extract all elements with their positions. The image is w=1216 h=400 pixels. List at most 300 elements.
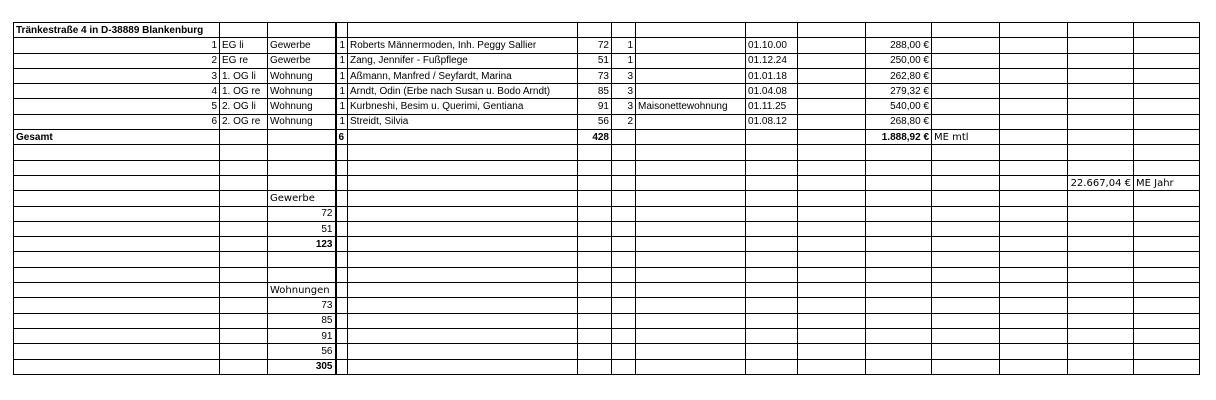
unit-area[interactable]: 51 [578,53,612,68]
lease-date[interactable]: 01.01.18 [746,68,798,83]
cell[interactable] [1000,328,1068,343]
cell[interactable] [1068,68,1134,83]
cell[interactable] [336,344,348,359]
cell[interactable] [336,191,348,206]
cell[interactable] [636,130,746,145]
cell[interactable] [336,221,348,236]
unit-number[interactable]: 6 [14,114,220,129]
cell[interactable] [746,328,798,343]
cell[interactable] [220,283,268,298]
cell[interactable] [866,237,932,252]
cell[interactable] [1134,283,1200,298]
cell[interactable] [612,160,636,175]
cell[interactable] [1000,283,1068,298]
cell[interactable] [636,145,746,160]
cell[interactable] [220,130,268,145]
unit-count[interactable]: 1 [336,99,348,114]
cell[interactable] [14,328,220,343]
wohnungen-sum[interactable]: 305 [268,359,336,374]
cell[interactable] [932,175,1000,190]
cell[interactable] [866,283,932,298]
cell[interactable] [348,283,578,298]
cell[interactable] [578,328,612,343]
cell[interactable] [1134,38,1200,53]
cell[interactable] [798,68,866,83]
cell[interactable] [336,175,348,190]
cell[interactable] [1134,191,1200,206]
cell[interactable] [932,359,1000,374]
cell[interactable] [14,298,220,313]
cell[interactable] [14,267,220,282]
cell[interactable] [612,252,636,267]
cell[interactable] [1134,160,1200,175]
cell[interactable] [612,191,636,206]
cell[interactable] [14,191,220,206]
cell[interactable] [578,267,612,282]
cell[interactable] [612,313,636,328]
unit-count[interactable]: 1 [336,53,348,68]
cell[interactable] [336,23,348,38]
cell[interactable] [1000,237,1068,252]
cell[interactable] [268,145,336,160]
unit-rent[interactable]: 262,80 € [866,68,932,83]
cell[interactable] [578,237,612,252]
cell[interactable] [1068,283,1134,298]
cell[interactable] [1068,53,1134,68]
cell[interactable] [14,344,220,359]
cell[interactable] [636,237,746,252]
wohnungen-value[interactable]: 91 [268,328,336,343]
cell[interactable] [14,145,220,160]
cell[interactable] [798,267,866,282]
unit-type[interactable]: Gewerbe [268,53,336,68]
cell[interactable] [866,160,932,175]
unit-rent[interactable]: 288,00 € [866,38,932,53]
cell[interactable] [932,328,1000,343]
cell[interactable] [746,160,798,175]
cell[interactable] [348,359,578,374]
cell[interactable] [798,145,866,160]
cell[interactable] [636,191,746,206]
unit-note[interactable] [636,38,746,53]
cell[interactable] [798,328,866,343]
unit-type[interactable]: Wohnung [268,84,336,99]
cell[interactable] [1068,145,1134,160]
cell[interactable] [1000,53,1068,68]
unit-rooms[interactable]: 3 [612,84,636,99]
tenant-name[interactable]: Arndt, Odin (Erbe nach Susan u. Bodo Arndt) [348,84,578,99]
cell[interactable] [1068,252,1134,267]
cell[interactable] [220,298,268,313]
cell[interactable] [1068,130,1134,145]
cell[interactable] [636,252,746,267]
cell[interactable] [14,359,220,374]
cell[interactable] [1068,23,1134,38]
cell[interactable] [1068,38,1134,53]
cell[interactable] [14,252,220,267]
cell[interactable] [1000,23,1068,38]
cell[interactable] [1068,359,1134,374]
cell[interactable] [268,267,336,282]
cell[interactable] [932,267,1000,282]
cell[interactable] [1000,267,1068,282]
cell[interactable] [1000,68,1068,83]
cell[interactable] [932,298,1000,313]
cell[interactable] [1134,252,1200,267]
cell[interactable] [336,160,348,175]
cell[interactable] [746,206,798,221]
cell[interactable] [866,175,932,190]
cell[interactable] [1134,23,1200,38]
cell[interactable] [866,313,932,328]
cell[interactable] [612,283,636,298]
cell[interactable] [612,130,636,145]
cell[interactable] [798,191,866,206]
cell[interactable] [348,328,578,343]
cell[interactable] [1134,313,1200,328]
cell[interactable] [348,298,578,313]
cell[interactable] [14,313,220,328]
wohnungen-value[interactable]: 56 [268,344,336,359]
sheet-title[interactable]: Tränkestraße 4 in D-38889 Blankenburg [14,23,220,38]
cell[interactable] [746,145,798,160]
unit-rooms[interactable]: 3 [612,99,636,114]
cell[interactable] [1000,130,1068,145]
unit-count[interactable]: 1 [336,68,348,83]
cell[interactable] [336,313,348,328]
tenant-name[interactable]: Roberts Männermoden, Inh. Peggy Sallier [348,38,578,53]
rent-unit-yearly[interactable]: ME Jahr [1134,175,1200,190]
cell[interactable] [1068,114,1134,129]
cell[interactable] [612,237,636,252]
cell[interactable] [268,23,336,38]
cell[interactable] [578,359,612,374]
unit-area[interactable]: 72 [578,38,612,53]
cell[interactable] [612,359,636,374]
cell[interactable] [336,252,348,267]
unit-location[interactable]: 2. OG re [220,114,268,129]
cell[interactable] [932,38,1000,53]
cell[interactable] [1134,237,1200,252]
cell[interactable] [1068,160,1134,175]
cell[interactable] [348,160,578,175]
wohnungen-value[interactable]: 73 [268,298,336,313]
cell[interactable] [932,252,1000,267]
cell[interactable] [14,160,220,175]
unit-note[interactable] [636,68,746,83]
cell[interactable] [1134,68,1200,83]
cell[interactable] [612,298,636,313]
cell[interactable] [612,145,636,160]
unit-rooms[interactable]: 1 [612,38,636,53]
cell[interactable] [1134,53,1200,68]
cell[interactable] [1134,298,1200,313]
cell[interactable] [336,328,348,343]
cell[interactable] [1000,99,1068,114]
cell[interactable] [220,313,268,328]
cell[interactable] [1134,114,1200,129]
cell[interactable] [578,313,612,328]
cell[interactable] [932,237,1000,252]
cell[interactable] [348,23,578,38]
unit-rooms[interactable]: 2 [612,114,636,129]
cell[interactable] [348,344,578,359]
cell[interactable] [220,221,268,236]
unit-rent[interactable]: 279,32 € [866,84,932,99]
cell[interactable] [932,84,1000,99]
unit-rent[interactable]: 268,80 € [866,114,932,129]
rent-unit-monthly[interactable]: ME mtl [932,130,1000,145]
cell[interactable] [268,252,336,267]
cell[interactable] [348,252,578,267]
cell[interactable] [1000,145,1068,160]
unit-type[interactable]: Wohnung [268,114,336,129]
cell[interactable] [636,298,746,313]
cell[interactable] [1000,344,1068,359]
cell[interactable] [1000,175,1068,190]
cell[interactable] [14,206,220,221]
cell[interactable] [336,267,348,282]
cell[interactable] [932,313,1000,328]
cell[interactable] [746,267,798,282]
cell[interactable] [798,160,866,175]
unit-count[interactable]: 1 [336,84,348,99]
tenant-name[interactable]: Streidt, Silvia [348,114,578,129]
unit-type[interactable]: Wohnung [268,99,336,114]
unit-location[interactable]: 2. OG li [220,99,268,114]
cell[interactable] [612,206,636,221]
cell[interactable] [1068,267,1134,282]
cell[interactable] [746,344,798,359]
cell[interactable] [220,252,268,267]
cell[interactable] [932,145,1000,160]
cell[interactable] [798,298,866,313]
cell[interactable] [746,283,798,298]
cell[interactable] [932,191,1000,206]
lease-date[interactable]: 01.10.00 [746,38,798,53]
cell[interactable] [578,191,612,206]
cell[interactable] [578,344,612,359]
unit-area[interactable]: 91 [578,99,612,114]
cell[interactable] [578,298,612,313]
gewerbe-label[interactable]: Gewerbe [268,191,336,206]
cell[interactable] [578,206,612,221]
cell[interactable] [1068,191,1134,206]
cell[interactable] [1134,84,1200,99]
cell[interactable] [348,206,578,221]
cell[interactable] [798,99,866,114]
cell[interactable] [1068,221,1134,236]
cell[interactable] [336,237,348,252]
total-count[interactable]: 6 [336,130,348,145]
cell[interactable] [932,68,1000,83]
cell[interactable] [932,23,1000,38]
cell[interactable] [220,206,268,221]
cell[interactable] [1000,160,1068,175]
cell[interactable] [578,221,612,236]
cell[interactable] [932,114,1000,129]
cell[interactable] [932,53,1000,68]
cell[interactable] [268,130,336,145]
cell[interactable] [746,175,798,190]
cell[interactable] [578,175,612,190]
cell[interactable] [1134,130,1200,145]
cell[interactable] [932,283,1000,298]
unit-location[interactable]: 1. OG li [220,68,268,83]
cell[interactable] [336,359,348,374]
cell[interactable] [14,237,220,252]
cell[interactable] [636,328,746,343]
cell[interactable] [348,267,578,282]
cell[interactable] [336,298,348,313]
cell[interactable] [1068,298,1134,313]
cell[interactable] [1000,313,1068,328]
cell[interactable] [220,23,268,38]
unit-area[interactable]: 56 [578,114,612,129]
cell[interactable] [348,313,578,328]
unit-location[interactable]: EG re [220,53,268,68]
cell[interactable] [578,283,612,298]
cell[interactable] [746,313,798,328]
total-area[interactable]: 428 [578,130,612,145]
lease-date[interactable]: 01.04.08 [746,84,798,99]
gewerbe-value[interactable]: 51 [268,221,336,236]
cell[interactable] [798,359,866,374]
cell[interactable] [1134,267,1200,282]
cell[interactable] [1000,298,1068,313]
cell[interactable] [220,175,268,190]
cell[interactable] [1000,359,1068,374]
wohnungen-label[interactable]: Wohnungen [268,283,336,298]
unit-area[interactable]: 73 [578,68,612,83]
unit-note[interactable] [636,84,746,99]
cell[interactable] [636,359,746,374]
unit-area[interactable]: 85 [578,84,612,99]
cell[interactable] [798,38,866,53]
unit-location[interactable]: 1. OG re [220,84,268,99]
cell[interactable] [220,359,268,374]
cell[interactable] [1068,206,1134,221]
cell[interactable] [1068,328,1134,343]
cell[interactable] [220,267,268,282]
cell[interactable] [798,237,866,252]
cell[interactable] [1134,99,1200,114]
cell[interactable] [746,191,798,206]
gewerbe-sum[interactable]: 123 [268,237,336,252]
cell[interactable] [578,252,612,267]
unit-location[interactable]: EG li [220,38,268,53]
cell[interactable] [746,252,798,267]
tenant-name[interactable]: Aßmann, Manfred / Seyfardt, Marina [348,68,578,83]
cell[interactable] [1068,313,1134,328]
cell[interactable] [932,221,1000,236]
cell[interactable] [14,175,220,190]
cell[interactable] [866,344,932,359]
cell[interactable] [220,145,268,160]
unit-note[interactable] [636,114,746,129]
total-label[interactable]: Gesamt [14,130,220,145]
cell[interactable] [220,344,268,359]
cell[interactable] [348,221,578,236]
cell[interactable] [336,145,348,160]
cell[interactable] [1134,359,1200,374]
cell[interactable] [636,206,746,221]
cell[interactable] [866,191,932,206]
cell[interactable] [1000,206,1068,221]
cell[interactable] [932,344,1000,359]
cell[interactable] [1000,191,1068,206]
unit-type[interactable]: Gewerbe [268,38,336,53]
cell[interactable] [746,359,798,374]
cell[interactable] [336,283,348,298]
cell[interactable] [798,206,866,221]
cell[interactable] [798,252,866,267]
unit-number[interactable]: 1 [14,38,220,53]
lease-date[interactable]: 01.11.25 [746,99,798,114]
cell[interactable] [746,130,798,145]
cell[interactable] [636,313,746,328]
cell[interactable] [348,175,578,190]
cell[interactable] [1134,206,1200,221]
cell[interactable] [348,145,578,160]
unit-type[interactable]: Wohnung [268,68,336,83]
cell[interactable] [1068,84,1134,99]
cell[interactable] [612,267,636,282]
cell[interactable] [268,160,336,175]
cell[interactable] [1000,38,1068,53]
cell[interactable] [798,53,866,68]
cell[interactable] [578,145,612,160]
unit-count[interactable]: 1 [336,38,348,53]
cell[interactable] [746,237,798,252]
cell[interactable] [220,160,268,175]
gewerbe-value[interactable]: 72 [268,206,336,221]
unit-rent[interactable]: 540,00 € [866,99,932,114]
cell[interactable] [798,344,866,359]
cell[interactable] [636,283,746,298]
cell[interactable] [866,145,932,160]
unit-note[interactable] [636,53,746,68]
cell[interactable] [932,99,1000,114]
cell[interactable] [866,328,932,343]
cell[interactable] [348,237,578,252]
cell[interactable] [798,84,866,99]
cell[interactable] [1134,221,1200,236]
cell[interactable] [1068,344,1134,359]
tenant-name[interactable]: Zang, Jennifer - Fußpflege [348,53,578,68]
cell[interactable] [932,206,1000,221]
cell[interactable] [798,221,866,236]
cell[interactable] [578,160,612,175]
cell[interactable] [798,283,866,298]
cell[interactable] [1134,344,1200,359]
cell[interactable] [612,175,636,190]
unit-note[interactable]: Maisonettewohnung [636,99,746,114]
cell[interactable] [636,160,746,175]
cell[interactable] [746,298,798,313]
cell[interactable] [14,221,220,236]
cell[interactable] [1000,252,1068,267]
cell[interactable] [612,221,636,236]
unit-number[interactable]: 4 [14,84,220,99]
cell[interactable] [636,267,746,282]
unit-rent[interactable]: 250,00 € [866,53,932,68]
cell[interactable] [636,175,746,190]
cell[interactable] [866,359,932,374]
lease-date[interactable]: 01.08.12 [746,114,798,129]
tenant-name[interactable]: Kurbneshi, Besim u. Querimi, Gentiana [348,99,578,114]
cell[interactable] [636,344,746,359]
